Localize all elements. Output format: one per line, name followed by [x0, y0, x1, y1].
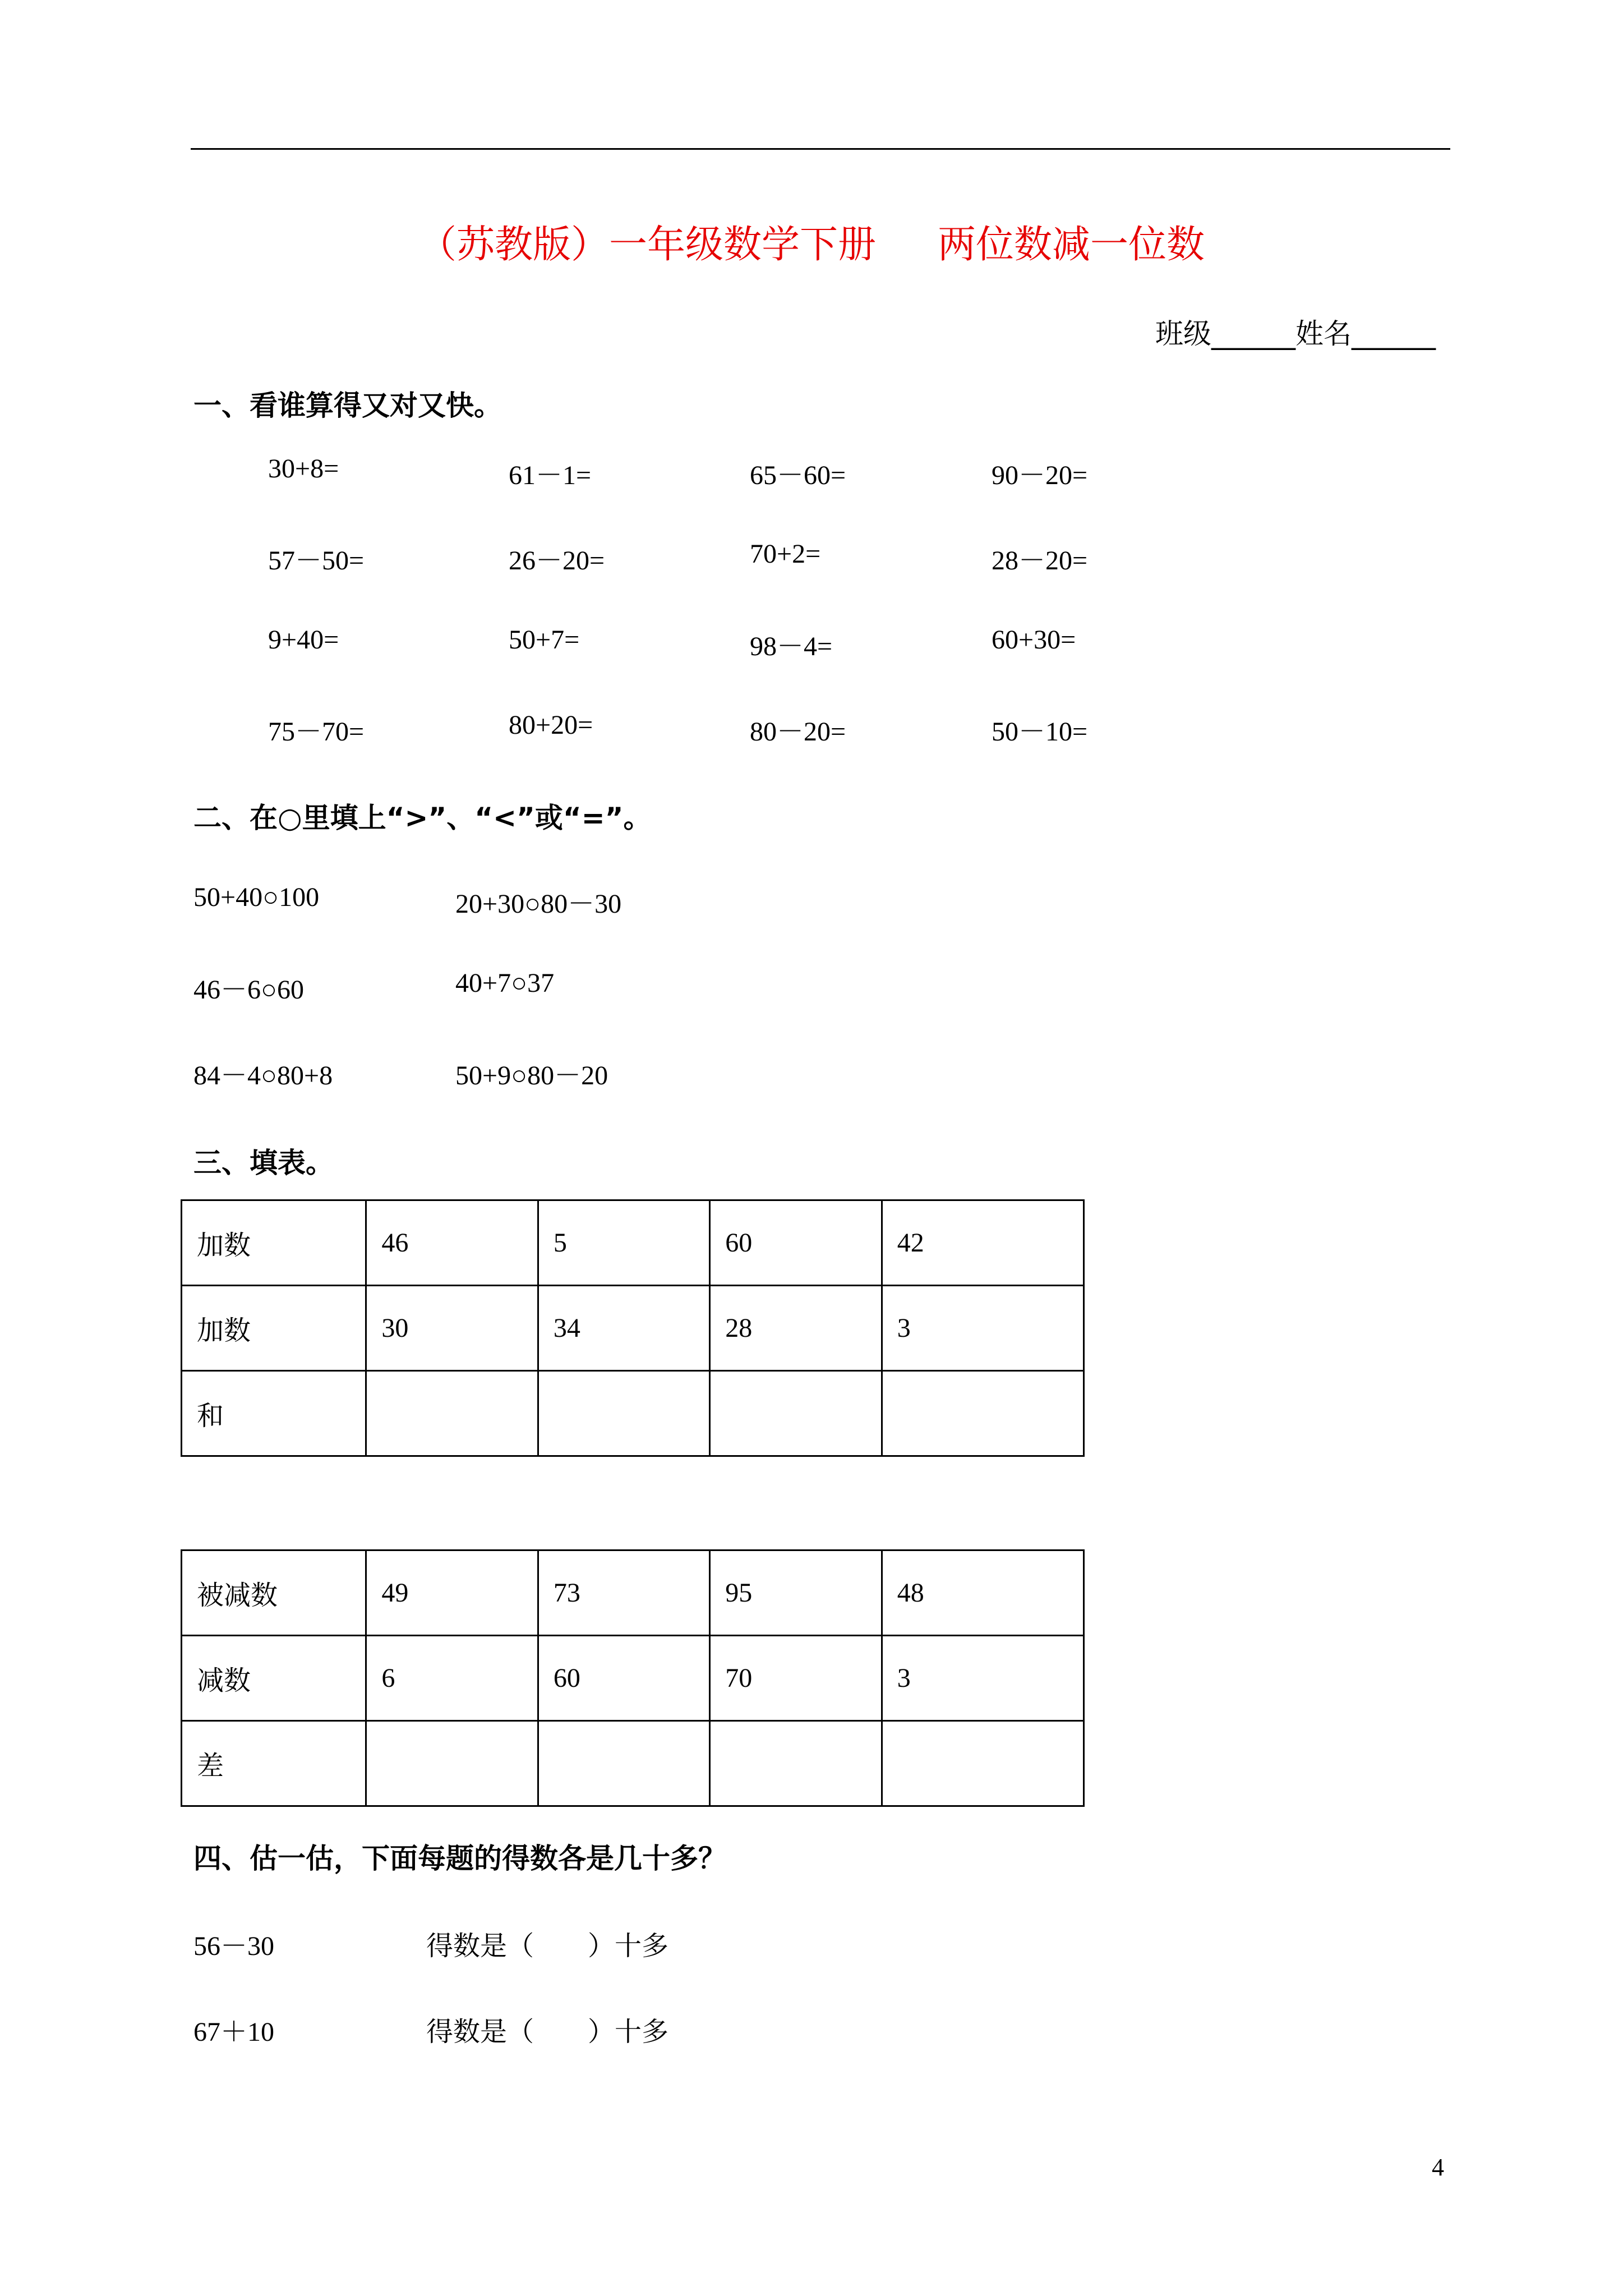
- answer-cell[interactable]: [538, 1721, 709, 1806]
- estimate-expression: 67＋10: [193, 2017, 275, 2047]
- table-row: [182, 1721, 1084, 1806]
- table-cell: 3: [882, 1286, 1083, 1371]
- equation: 80+20=: [509, 710, 593, 740]
- table-cell: 73: [538, 1550, 709, 1636]
- table-cell: 和: [182, 1371, 366, 1456]
- page-title: [0, 214, 1623, 269]
- table-row: [182, 1286, 1084, 1371]
- equation: 70+2=: [750, 539, 821, 569]
- comparison: 50+9○80－20: [455, 1061, 608, 1091]
- comparison: 40+7○37: [455, 968, 555, 998]
- estimate-answer: 得数是（ ）十多: [426, 2016, 669, 2047]
- comparison: 84－4○80+8: [193, 1061, 333, 1091]
- answer-cell[interactable]: [710, 1371, 882, 1456]
- table-cell: 加数: [182, 1200, 366, 1286]
- equation: 9+40=: [268, 625, 339, 655]
- equation: 57－50=: [268, 546, 365, 576]
- subtraction-table: [181, 1549, 1085, 1807]
- table-cell: 60: [538, 1636, 709, 1721]
- equation: 80－20=: [750, 717, 846, 747]
- class-name-line: 班级______姓名______: [1155, 318, 1436, 350]
- estimate-expression: 56－30: [193, 1931, 275, 1961]
- table-cell: 30: [366, 1286, 538, 1371]
- section-4-heading: 四、估一估，下面每题的得数各是几十多？: [193, 1842, 726, 1875]
- equation: 50+7=: [509, 625, 580, 655]
- table-cell: 42: [882, 1200, 1083, 1286]
- table-cell: 49: [366, 1550, 538, 1636]
- section-1-heading: 一、看谁算得又对又快。: [193, 389, 502, 422]
- table-cell: 减数: [182, 1636, 366, 1721]
- answer-cell[interactable]: [366, 1721, 538, 1806]
- title-left: （苏教版）一年级数学下册: [418, 223, 876, 267]
- table-cell: 3: [882, 1636, 1083, 1721]
- estimate-answer: 得数是（ ）十多: [426, 1930, 669, 1962]
- comparison: 20+30○80－30: [455, 889, 622, 919]
- table-cell: 被减数: [182, 1550, 366, 1636]
- answer-cell[interactable]: [366, 1371, 538, 1456]
- addition-table: [181, 1199, 1085, 1457]
- table-cell: 95: [710, 1550, 882, 1636]
- table-cell: 差: [182, 1721, 366, 1806]
- equation: 28－20=: [992, 546, 1088, 576]
- equation: 30+8=: [268, 454, 339, 484]
- equation: 90－20=: [992, 461, 1088, 490]
- comparison: 50+40○100: [193, 882, 320, 912]
- table-cell: 70: [710, 1636, 882, 1721]
- equation: 50－10=: [992, 717, 1088, 747]
- table-row: [182, 1371, 1084, 1456]
- equation: 60+30=: [992, 625, 1076, 655]
- section-2-heading: 二、在○里填上“>”、“<”或“=”。: [193, 802, 652, 834]
- section-3-heading: 三、填表。: [193, 1147, 334, 1179]
- header-rule: [191, 148, 1450, 150]
- equation: 98－4=: [750, 632, 833, 661]
- comparison: 46－6○60: [193, 975, 304, 1005]
- title-right: 两位数减一位数: [938, 223, 1205, 267]
- table-cell: 加数: [182, 1286, 366, 1371]
- page-number: 4: [1432, 2154, 1444, 2181]
- equation: 26－20=: [509, 546, 605, 576]
- table-row: [182, 1200, 1084, 1286]
- answer-cell[interactable]: [882, 1721, 1083, 1806]
- table-cell: 48: [882, 1550, 1083, 1636]
- table-cell: 28: [710, 1286, 882, 1371]
- answer-cell[interactable]: [882, 1371, 1083, 1456]
- table-cell: 34: [538, 1286, 709, 1371]
- equation: 65－60=: [750, 461, 846, 490]
- answer-cell[interactable]: [538, 1371, 709, 1456]
- equation: 61－1=: [509, 461, 592, 490]
- table-row: [182, 1550, 1084, 1636]
- table-cell: 5: [538, 1200, 709, 1286]
- table-cell: 60: [710, 1200, 882, 1286]
- table-row: [182, 1636, 1084, 1721]
- table-cell: 46: [366, 1200, 538, 1286]
- equation: 75－70=: [268, 717, 365, 747]
- answer-cell[interactable]: [710, 1721, 882, 1806]
- table-cell: 6: [366, 1636, 538, 1721]
